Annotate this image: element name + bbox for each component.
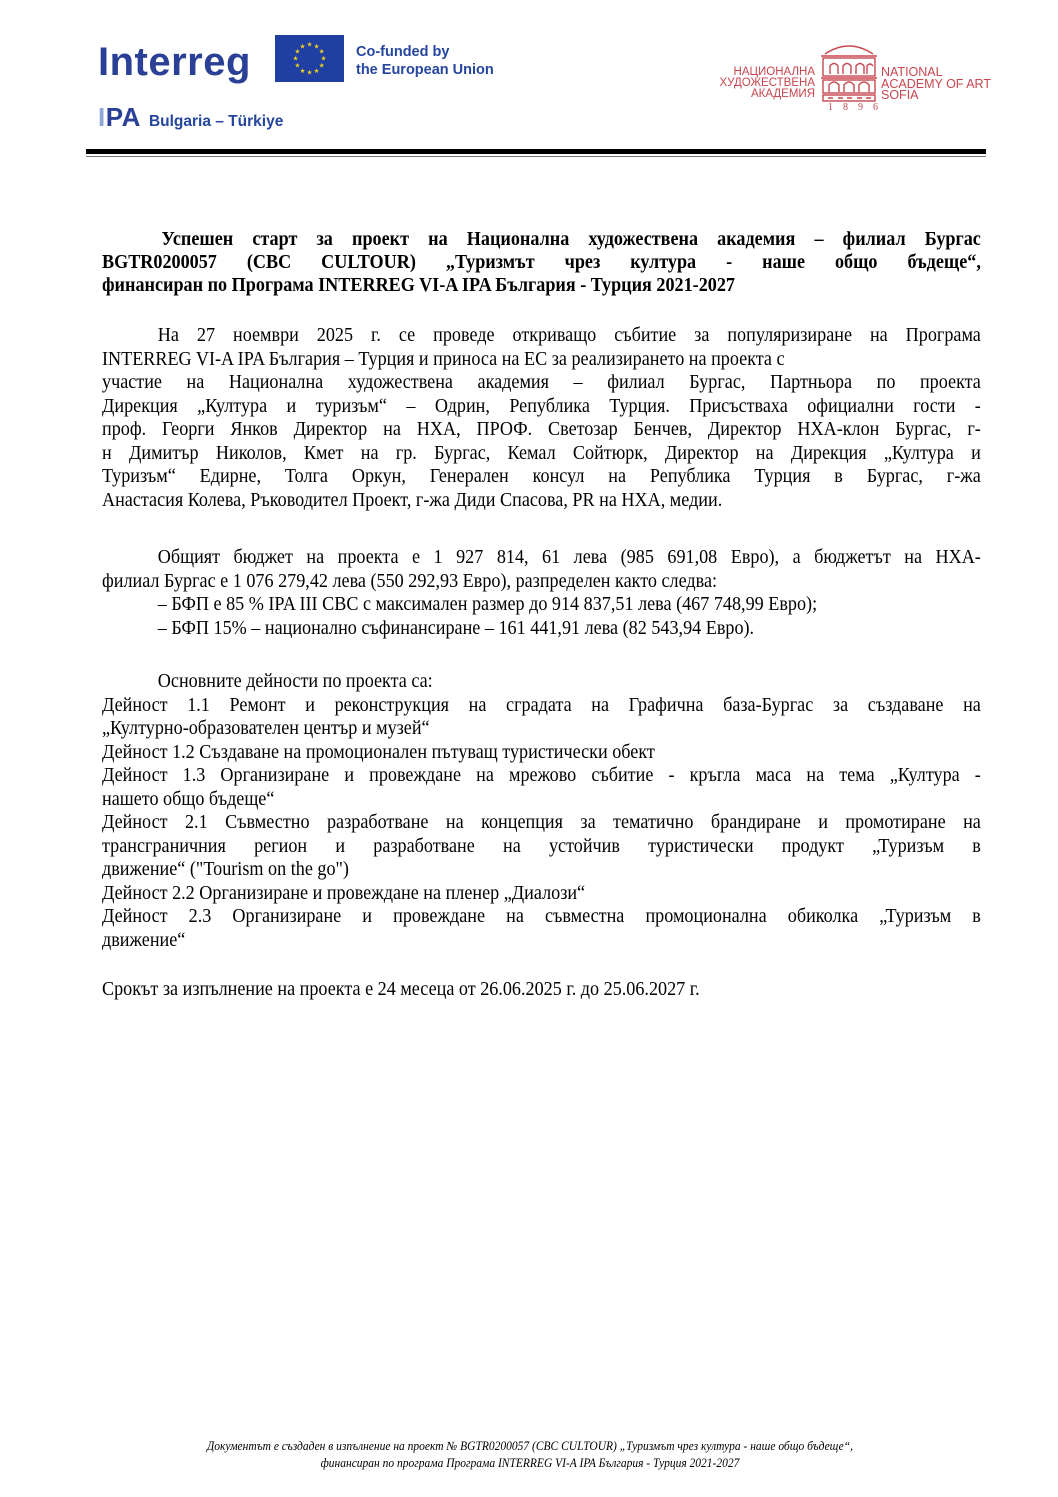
text-line: Анастасия Колева, Ръководител Проект, г-жа Диди Спасова, PR на НХА, медии.: [102, 489, 723, 511]
title-line: финансиран по Програма INTERREG VI-A IPA България - Турция 2021-2027: [102, 275, 735, 296]
activity-line: Дейност 1.2 Създаване на промоционален пътуващ туристически обект: [102, 741, 655, 763]
eu-star-icon: ★: [313, 67, 320, 75]
academy-year: 1896: [828, 102, 888, 113]
text-line: INTERREG VI-A IPA България – Турция и приноса на ЕС за реализирането на проекта с: [102, 348, 785, 370]
academy-name-en: [881, 67, 991, 102]
budget-bullet: – БФП 15% – национално съфинансиране – 161 441,91 лева (82 543,94 Евро).: [157, 617, 755, 639]
eu-star-icon: ★: [318, 48, 325, 56]
eu-cofunded-label: [356, 43, 494, 79]
academy-bg-line3: АКАДЕМИЯ: [750, 88, 815, 100]
eu-star-icon: ★: [306, 41, 313, 49]
eu-star-icon: ★: [294, 62, 301, 70]
activity-line: движение“: [102, 929, 186, 951]
ipa-wordmark: [98, 104, 141, 130]
budget-bullet: – БФП е 85 % IPA III CBC с максимален размер до 914 837,51 лева (467 748,99 Евро);: [157, 594, 818, 615]
activity-line: Дейност 2.3 Организиране и провеждане на съвместна промоционална обиколка „Туризъм в: [102, 906, 981, 927]
activity-line: нашето общо бъдеще“: [102, 788, 275, 810]
eu-flag-icon: [275, 35, 344, 82]
activities-intro: Основните дейности по проекта са:: [157, 671, 433, 692]
text-line: н Димитър Николов, Кмет на гр. Бургас, Кемал Сойтюрк, Директор на Дирекция „Култура и: [102, 442, 981, 464]
activity-line: Дейност 1.3 Организиране и провеждане на мрежово събитие - кръгла маса на тема „Култура -: [102, 765, 981, 786]
activity-line: „Културно-образователен център и музей“: [102, 718, 430, 739]
activity-line: Дейност 2.1 Съвместно разработване на концепция за тематично брандиране и промотиране на: [102, 812, 981, 833]
text-line: Дирекция „Култура и туризъм“ – Одрин, Република Турция. Присъстваха официални гости -: [102, 395, 981, 417]
interreg-prefix: In: [98, 40, 135, 84]
eu-label-line2: the European Union: [356, 62, 494, 78]
eu-star-icon: ★: [306, 69, 313, 77]
title-line: BGTR0200057 (CBC CULTOUR) „Туризмът чрез култура - наше общо бъдеще“,: [102, 252, 981, 273]
eu-label-line1: Co-funded by: [356, 44, 450, 60]
eu-star-icon: ★: [320, 55, 327, 63]
footer-line: Документът е създаден в изпълнение на проект № BGTR0200057 (CBC CULTOUR) „Туризмът чрез култура - наше общо бъдеще“,: [206, 1439, 854, 1453]
interreg-logo: [98, 42, 251, 82]
duration-text: Срокът за изпълнение на проекта е 24 месеца от 26.06.2025 г. до 25.06.2027 г.: [102, 979, 700, 1000]
text-line: филиал Бургас е 1 076 279,42 лева (550 292,93 Евро), разпределен както следва:: [102, 570, 718, 592]
eu-star-icon: ★: [299, 43, 306, 51]
interreg-rest: terreg: [134, 40, 251, 84]
header-divider-thin: [86, 156, 986, 157]
eu-star-icon: ★: [292, 55, 299, 63]
text-line: проф. Георги Янков Директор на НХА, ПРОФ. Светозар Бенчев, Директор НХА-клон Бургас, г-: [102, 419, 981, 440]
activity-line: трансграничния регион и разработване на устойчив туристически продукт „Туризъм в: [102, 835, 981, 857]
ipa-country: Bulgaria – Türkiye: [148, 113, 284, 130]
budget-paragraph: [102, 546, 981, 640]
eu-star-icon: ★: [299, 67, 306, 75]
eu-star-icon: ★: [313, 43, 320, 51]
academy-en-line3: SOFIA: [881, 88, 919, 102]
duration-paragraph: [102, 978, 981, 1002]
interreg-wordmark: [98, 40, 251, 84]
header-divider: [86, 149, 986, 154]
text-line: участие на Национална художествена академия – филиал Бургас, Партньора по проекта: [102, 372, 981, 393]
eu-star-icon: ★: [294, 48, 301, 56]
activity-line: Дейност 2.2 Организиране и провеждане на пленер „Диалози“: [102, 882, 586, 904]
academy-bg-line2: ХУДОЖЕСТВЕНА: [719, 77, 815, 89]
text-line: Туризъм“ Едирне, Толга Оркун, Генерален консул на Република Турция в Бургас, г-жа: [102, 466, 981, 487]
activity-line: Дейност 1.1 Ремонт и реконструкция на сградата на Графична база-Бургас за създаване на: [102, 694, 981, 716]
document-body: [102, 228, 981, 1000]
academy-bg-line1: НАЦИОНАЛНА: [733, 66, 815, 78]
footer-line: финансиран по програма Програма INTERREG VI-A IPA България - Турция 2021-2027: [320, 1456, 740, 1470]
ipa-rest-letters: PA: [105, 102, 141, 132]
activity-line: движение“ ("Tourism on the go"): [102, 859, 349, 880]
academy-logo: [719, 40, 1010, 115]
text-line: На 27 ноември 2025 г. се проведе откриващо събитие за популяризиране на Програма: [157, 325, 981, 346]
academy-en-line2: ACADEMY OF ART: [881, 76, 991, 91]
text-line: Общият бюджет на проекта е 1 927 814, 61 лева (985 691,08 Евро), а бюджетът на НХА-: [157, 547, 981, 568]
academy-en-line1: NATIONAL: [881, 65, 943, 79]
eu-star-icon: ★: [318, 62, 325, 70]
title-line: Успешен старт за проект на Национална художествена академия – филиал Бургас: [161, 229, 981, 250]
page-footer: [134, 1438, 925, 1472]
event-paragraph: [102, 324, 981, 512]
document-title: [102, 228, 981, 297]
activities-section: [102, 670, 981, 952]
ipa-logo: [98, 104, 283, 131]
academy-name-bg: [720, 67, 816, 100]
ipa-first-letter: I: [98, 102, 106, 132]
